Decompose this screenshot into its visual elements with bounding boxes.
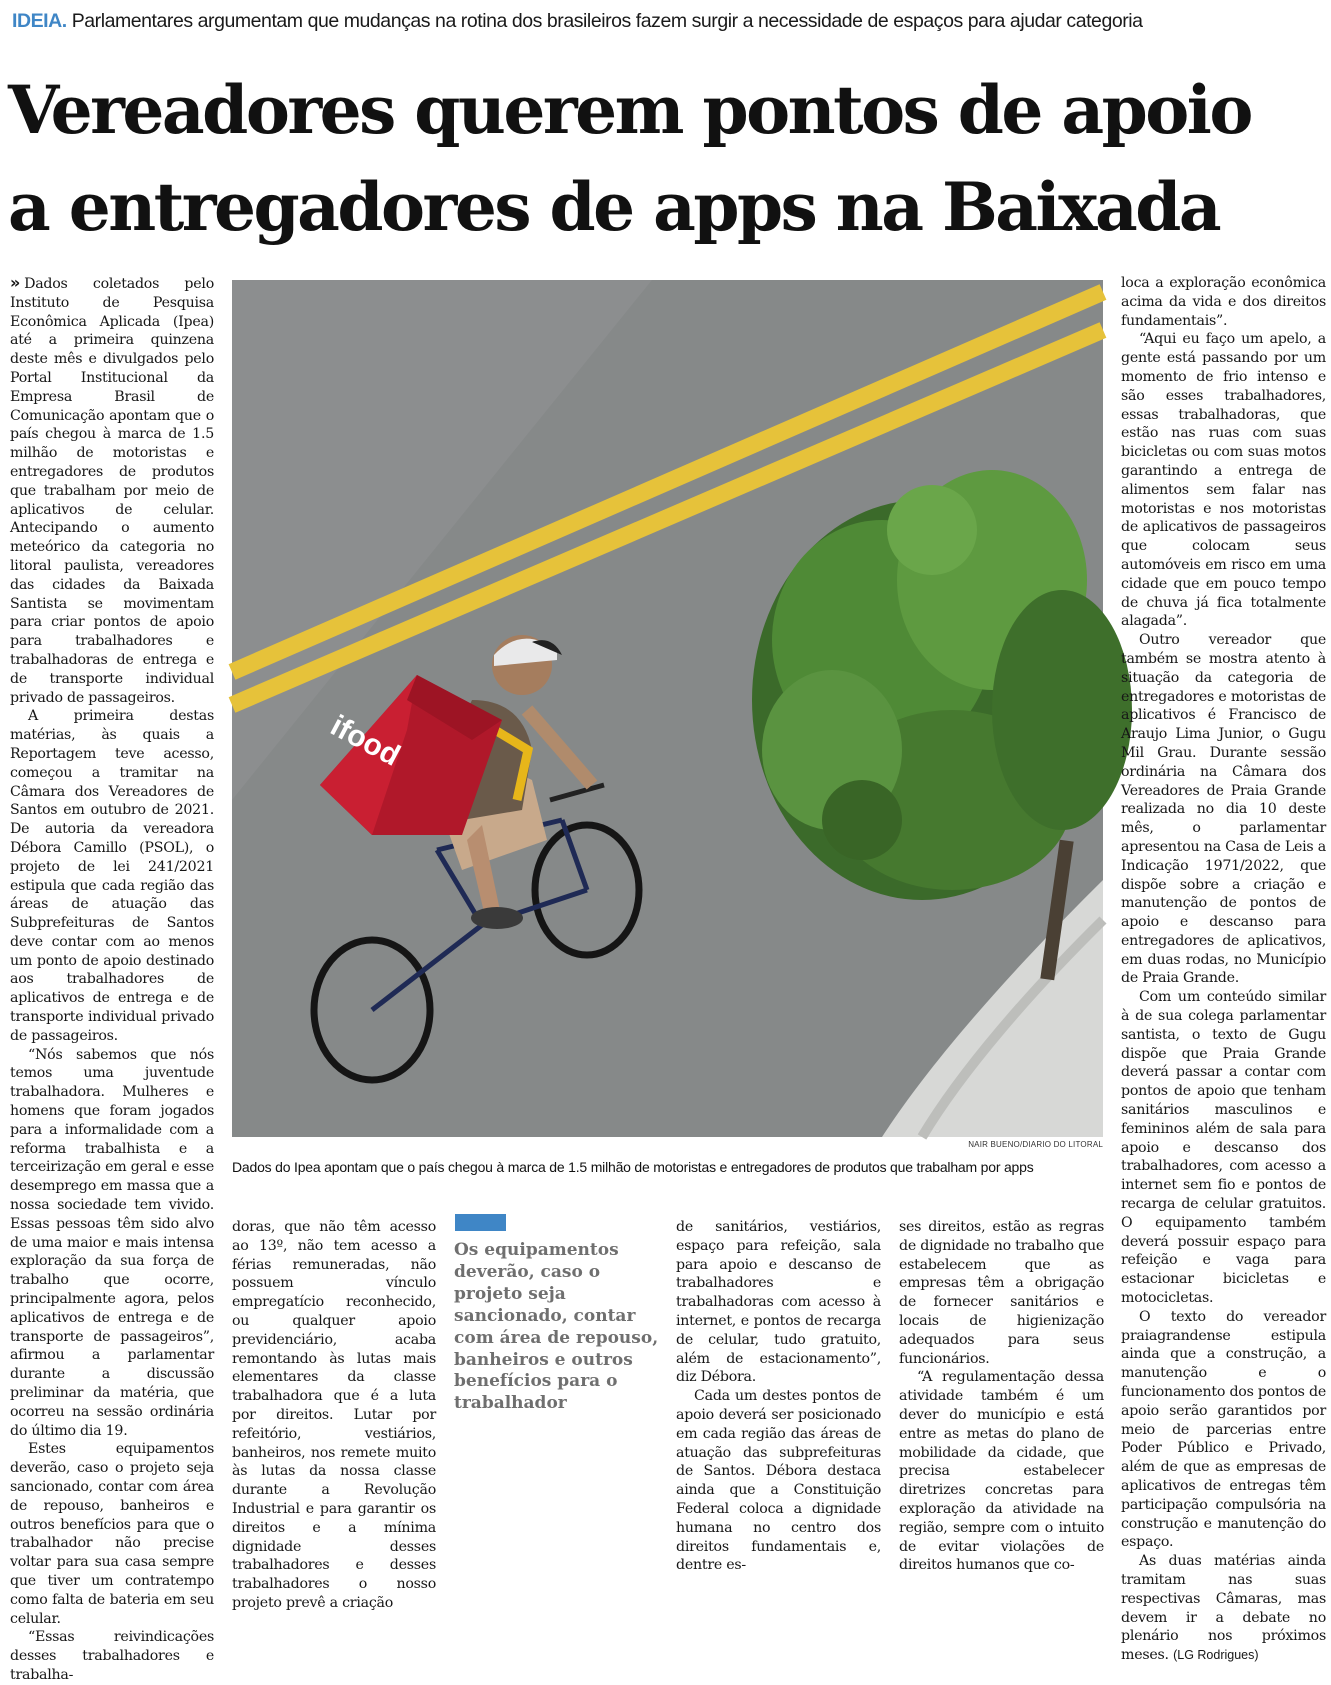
paragraph: Cada um destes pontos de apoio deverá ser posicionado em cada região das áreas de atuação das subprefeituras de Santos. Débora destaca ainda que a Constituição Federal coloca a dignidade humana no centro dos direitos fundamentais e, dentre es- xyxy=(676,1388,881,1574)
column-3 xyxy=(676,1218,881,1574)
paragraph: doras, que não têm acesso ao 13º, não tem acesso a férias remuneradas, não possuem vínculo empregatício reconhecido, ou qualquer apoio previdenciário, acaba remontando às lutas mais elementares da classe trabalhadora que é a luta por direitos. Lutar por refeitório, vestiários, banheiros, nos remete muito às lutas da nossa classe durante a Revolução Industrial e para garantir os direitos e a mínima dignidade desses trabalhadores e desses trabalhadores o nosso projeto prevê a criação xyxy=(232,1219,436,1611)
paragraph: A primeira destas matérias, às quais a Reportagem teve acesso, começou a tramitar na Câmara dos Vereadores de Santos em outubro de 2021. De autoria da vereadora Débora Camillo (PSOL), o projeto de lei 241/2021 estipula que cada região das áreas de atuação das Subprefeituras de Santos deve contar com ao menos um ponto de apoio destinado aos trabalhadores de aplicativos de entrega e de transporte individual privado de passageiros. xyxy=(10,708,214,1044)
kicker xyxy=(12,8,1322,34)
pullquote-accent-bar xyxy=(455,1214,506,1231)
headline xyxy=(8,62,1323,256)
paragraph: loca a exploração econômica acima da vida e dos direitos fundamentais”. xyxy=(1121,275,1326,329)
paragraph: Dados coletados pelo Instituto de Pesquisa Econômica Aplicada (Ipea) até a primeira quinzena deste mês e divulgados pelo Portal Institucional da Empresa Brasil de Comunicação apontam que o país chegou à marca de 1.5 milhão de motoristas e entregadores de produtos que trabalham por meio de aplicativos de celular. Antecipando o aumento meteórico da categoria no litoral paulista, vereadores das cidades da Baixada Santista se movimentam para criar pontos de apoio para trabalhadores e trabalhadoras de entrega e de transporte individual privado de passageiros. xyxy=(10,276,214,706)
photo-caption: Dados do Ipea apontam que o país chegou à marca de 1.5 milhão de motoristas e entregadores de produtos que trabalham por apps xyxy=(232,1159,1034,1175)
column-2 xyxy=(232,1218,436,1611)
paragraph: O texto do vereador praiagrandense estipula ainda que a construção, a manutenção e o funcionamento dos pontos de apoio serão garantidos por meio de parcerias entre Poder Público e Privado, além de que as empresas de aplicativos de entregas têm participação compulsória na construção e manutenção do espaço. xyxy=(1121,1308,1326,1551)
paragraph: de sanitários, vestiários, espaço para refeição, sala para apoio e descanso de trabalhadores e trabalhadoras com acesso à internet, e pontos de recarga de celular, tudo gratuito, além de estacionamento”, diz Débora. xyxy=(676,1219,881,1386)
paragraph: Estes equipamentos deverão, caso o projeto seja sancionado, contar com área de repouso, banheiros e outros benefícios para que o trabalhador não precise voltar para sua casa sempre que tiver um contratempo como falta de bateria em seu celular. xyxy=(10,1441,214,1627)
paragraph: “Nós sabemos que nós temos uma juventude trabalhadora. Mulheres e homens que foram jogados para a informalidade com a reforma trabalhista e a terceirização em geral e esse desemprego em massa que a nossa sociedade tem vivido. Essas pessoas têm sido alvo de uma maior e mais intensa exploração da sua força de trabalho que ocorre, principalmente agora, pelos aplicativos de entrega e de transporte de passageiros”, afirmou a parlamentar durante a discussão preliminar da matéria, que ocorreu na sessão ordinária do último dia 19. xyxy=(10,1046,214,1439)
column-5 xyxy=(1121,274,1326,1664)
section-tag: IDEIA. xyxy=(12,10,67,32)
headline-line-1: Vereadores querem pontos de apoio xyxy=(8,71,1251,149)
column-1 xyxy=(10,273,214,1683)
paragraph: “Aqui eu faço um apelo, a gente está passando por um momento de frio intenso e são esses trabalhadores, essas trabalhadoras, que estão nas ruas com suas bicicletas ou com suas motos garantindo a entrega de alimentos sem falar nas motoristas e nos motoristas de aplicativos de passageiros que colocam seus automóveis em risco em uma cidade que em pouco tempo de chuva já fica totalmente alagada”. xyxy=(1121,331,1326,630)
headline-line-2: a entregadores de apps na Baixada xyxy=(8,168,1220,246)
kicker-text: Parlamentares argumentam que mudanças na rotina dos brasileiros fazem surgir a necessidade de espaços para ajudar categoria xyxy=(71,10,1143,32)
ifood-logo-text: ifood xyxy=(325,709,406,773)
paragraph: “A regulamentação dessa atividade também é um dever do município e está entre as metas do plano de mobilidade da cidade, que precisa estabelecer diretrizes concretas para exploração da atividade na região, sempre com o intuito de evitar violações de direitos humanos que co- xyxy=(899,1369,1104,1574)
pullquote: Os equipamentos deverão, caso o projeto seja sancionado, contar com área de repouso, banheiros e outros benefícios para o trabalhador xyxy=(454,1240,659,1414)
column-4 xyxy=(899,1218,1104,1574)
paragraph: ses direitos, estão as regras de dignidade no trabalho que estabelecem que as empresas têm a obrigação de fornecer sanitários e locais de higienização adequados para seus funcionários. xyxy=(899,1219,1104,1367)
paragraph: Com um conteúdo similar à de sua colega parlamentar santista, o texto de Gugu dispõe que Praia Grande deverá passar a contar com pontos de apoio que tenham sanitários masculinos e femininos além de sala para apoio e descanso dos trabalhadores, com acesso a internet sem fio e pontos de recarga de celular gratuitos. O equipamento também deverá possuir espaço para refeição e vaga para estacionar bicicletas e motocicletas. xyxy=(1121,989,1326,1307)
paragraph: As duas matérias ainda tramitam nas suas respectivas Câmaras, mas devem ir a debate no plenário nos próximos meses. xyxy=(1121,1553,1326,1664)
photo-credit: NAIR BUENO/DIARIO DO LITORAL xyxy=(968,1140,1103,1149)
paragraph: “Essas reivindicações desses trabalhadores e trabalha- xyxy=(10,1629,214,1683)
author-signature: (LG Rodrigues) xyxy=(1173,1648,1259,1663)
chevron-right-icon: » xyxy=(10,273,21,292)
paragraph: Outro vereador que também se mostra atento à situação da categoria de entregadores e motoristas de aplicativos é Francisco de Araujo Lima Junior, o Gugu Mil Grau. Durante sessão ordinária na Câmara dos Vereadores de Praia Grande realizada no dia 10 deste mês, o parlamentar apresentou na Casa de Leis a Indicação 1971/2022, que dispõe sobre a criação e manutenção de pontos de apoio e descanso para entregadores de aplicativos, em duas rodas, no Município de Praia Grande. xyxy=(1121,632,1326,987)
news-photo xyxy=(232,280,1103,1137)
